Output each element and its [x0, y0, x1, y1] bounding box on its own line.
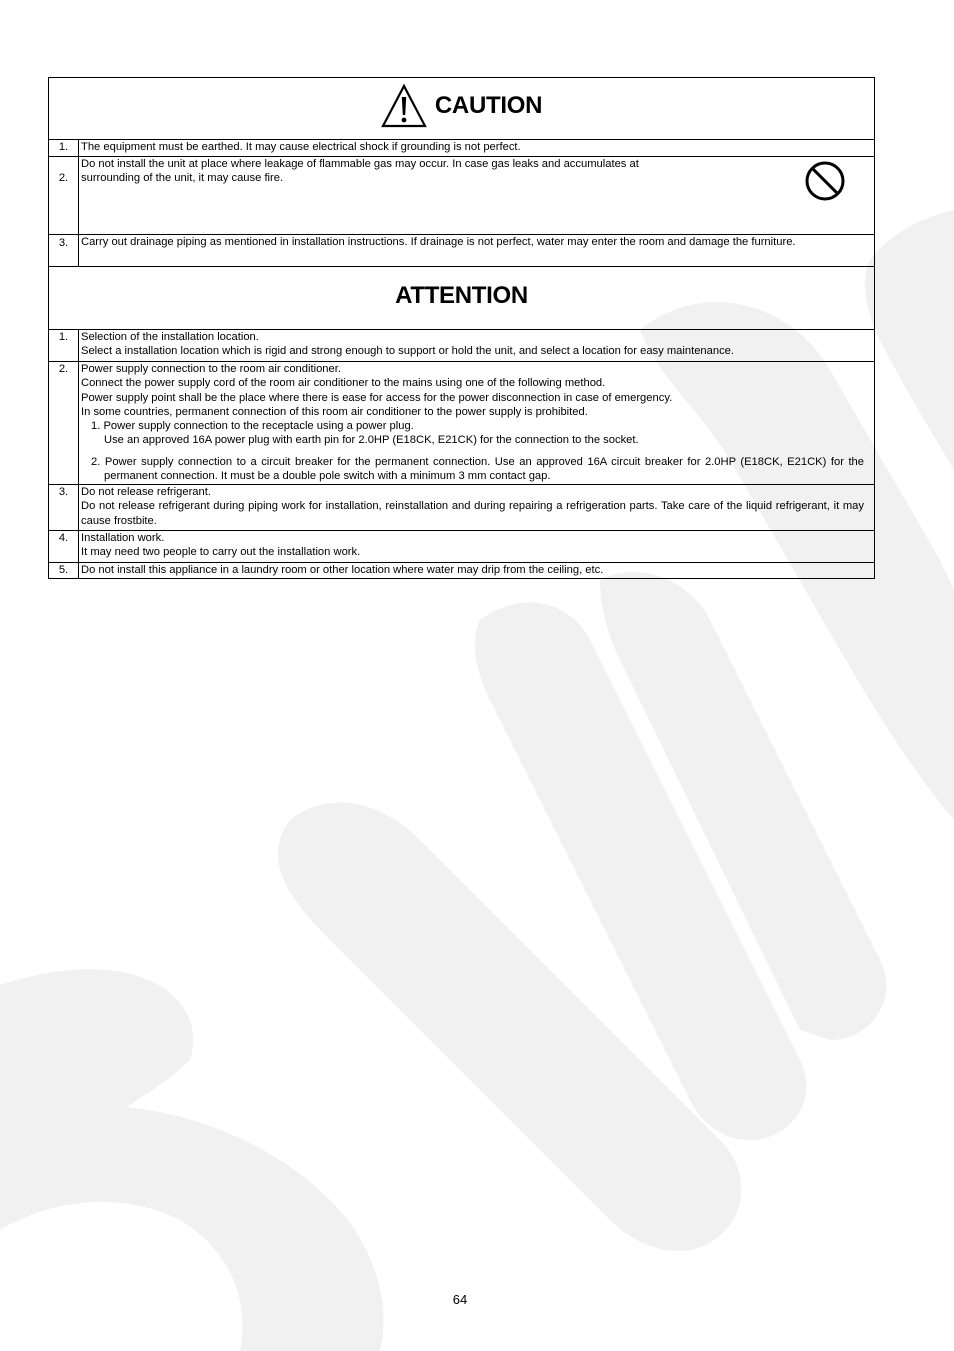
caution-item-1 — [49, 140, 875, 157]
item-number: 4. — [49, 531, 79, 563]
item-text-line: Power supply point shall be the place where there is ease for access for the power disconnection in case of emergency. — [81, 391, 673, 404]
warning-triangle-icon — [381, 84, 427, 128]
safety-table — [48, 77, 875, 579]
item-number: 3. — [49, 485, 79, 531]
sub-item-2 — [81, 455, 864, 484]
item-text-line: Selection of the installation location. — [81, 331, 259, 343]
attention-header-row — [49, 267, 875, 330]
item-text-line: Do not install the unit at place where leakage of flammable gas may occur. In case gas leaks and accumulates at — [81, 158, 639, 170]
sub-item-text: Power supply connection to the receptacle using a power plug. — [103, 420, 414, 433]
sub-item-number: 2. — [91, 455, 101, 468]
item-text-line: Installation work. — [81, 532, 165, 544]
item-number: 3. — [49, 235, 79, 267]
item-text-line: Do not release refrigerant during piping work for installation, reinstallation and during repairing a refrigeration parts. Take care of the liquid refrigerant, it may cause frostbite. — [81, 500, 864, 527]
item-text-line: In some countries, permanent connection of this room air conditioner to the power supply is prohibited. — [81, 405, 588, 418]
caution-item-2 — [49, 157, 875, 235]
page-number: 64 — [452, 1292, 468, 1307]
attention-item-3 — [49, 485, 875, 531]
item-number: 1. — [49, 140, 79, 157]
item-text: Do not install this appliance in a laundry room or other location where water may drip from the ceiling, etc. — [79, 563, 875, 579]
sub-item-line: Use an approved 16A power plug with earth pin for 2.0HP (E18CK, E21CK) for the connection to the socket. — [104, 434, 639, 447]
sub-item-number: 1. — [91, 420, 101, 433]
item-text-line: Connect the power supply cord of the room air conditioner to the mains using one of the following method. — [81, 377, 606, 390]
caution-header-row — [49, 78, 875, 140]
attention-title: ATTENTION — [395, 281, 528, 309]
item-text-line: Select a installation location which is rigid and strong enough to support or hold the unit, and select a location for easy maintenance. — [81, 345, 735, 358]
item-number: 1. — [49, 330, 79, 362]
attention-item-4 — [49, 531, 875, 563]
item-text-line: surrounding of the unit, it may cause fire. — [81, 172, 284, 185]
attention-item-1 — [49, 330, 875, 362]
item-text-line: Do not release refrigerant. — [81, 486, 211, 498]
caution-heading — [381, 84, 542, 128]
item-number: 2. — [49, 157, 79, 235]
sub-item-1 — [81, 419, 864, 433]
item-number: 5. — [49, 563, 79, 579]
item-text: The equipment must be earthed. It may cause electrical shock if grounding is not perfect. — [79, 140, 875, 157]
caution-title: CAUTION — [434, 92, 543, 120]
attention-item-2 — [49, 362, 875, 485]
item-text-line: It may need two people to carry out the installation work. — [81, 546, 361, 559]
attention-item-5 — [49, 563, 875, 579]
sub-item-text: Power supply connection to a circuit breaker for the permanent connection. Use an approved 16A circuit breaker for 2.0HP (E18CK, E21CK) for the permanent connection. It must be a double pole switch with a minimum 3 mm contact gap. — [104, 455, 864, 483]
item-number: 2. — [49, 362, 79, 485]
item-text: Carry out drainage piping as mentioned in installation instructions. If drainage is not perfect, water may enter the room and damage the furniture. — [79, 235, 875, 267]
item-text-line: Power supply connection to the room air conditioner. — [81, 363, 341, 375]
caution-item-3 — [49, 235, 875, 267]
prohibition-icon — [804, 160, 846, 202]
